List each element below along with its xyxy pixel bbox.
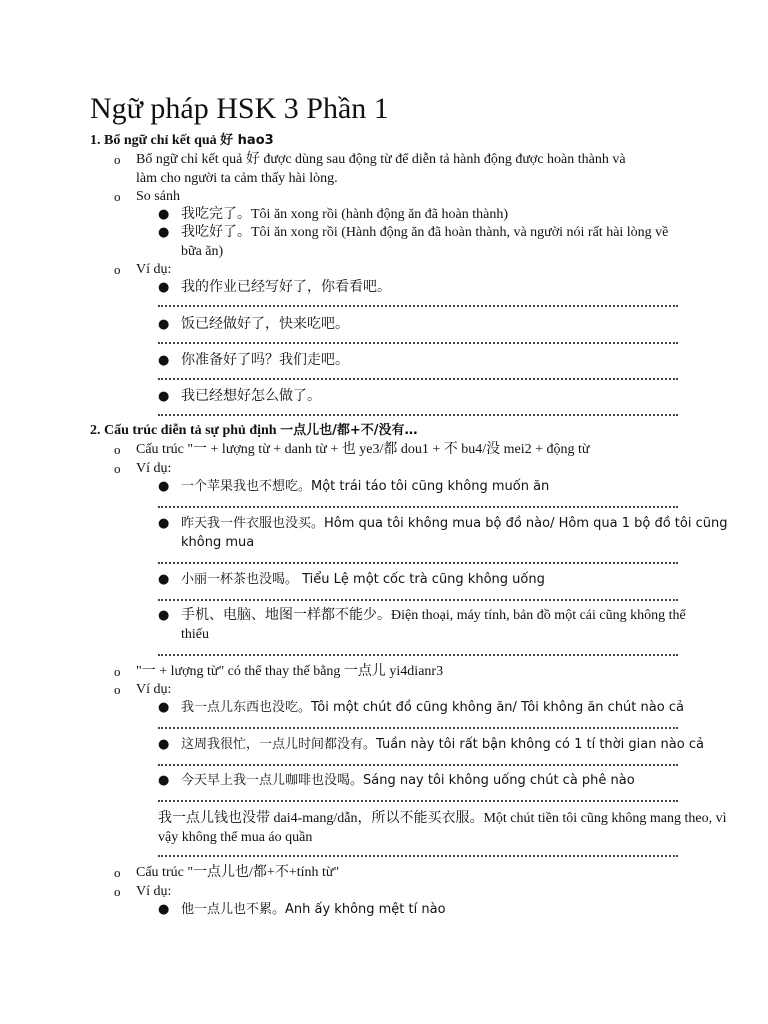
example-sentence-2-line-1: 昨天我一件衣服也没买。Hôm qua tôi không mua bộ đồ nào/ Hôm qua 1 bộ đồ tôi cũng	[181, 516, 728, 531]
compare-label: So sánh	[136, 189, 180, 204]
example-sentence-4: 我已经想好怎么做了。	[181, 389, 321, 404]
sub-marker: o	[114, 189, 121, 204]
answer-line	[158, 305, 678, 307]
section-1-heading	[90, 132, 274, 150]
bullet-dot: ●	[158, 225, 170, 240]
section-1-description-line-2: làm cho người ta cảm thấy hài lòng.	[136, 171, 338, 186]
bullet-dot: ●	[158, 389, 170, 404]
example-sentence-9: 他一点儿也不累。Anh ấy không mệt tí nào	[181, 902, 446, 917]
bullet-dot: ●	[158, 737, 170, 752]
compare-item-2-line-2: bữa ăn)	[181, 244, 224, 259]
bullet-dot: ●	[158, 317, 170, 332]
example-sentence-7: 今天早上我一点儿咖啡也没喝。Sáng nay tôi không uống chút cà phê nào	[181, 773, 635, 788]
section-2-heading-text: 2. Cấu trúc diễn tả sự phủ định	[90, 423, 281, 438]
answer-line	[158, 599, 678, 601]
example-label: Ví dụ:	[136, 682, 172, 697]
bullet-dot: ●	[158, 207, 170, 222]
answer-line	[158, 764, 678, 766]
example-sentence-1: 一个苹果我也不想吃。Một trái táo tôi cũng không muốn ăn	[181, 479, 550, 494]
bullet-dot: ●	[158, 902, 170, 917]
example-sentence-2-line-2: không mua	[181, 535, 255, 550]
example-sentence-1: 我的作业已经写好了，你看看吧。	[181, 280, 391, 295]
answer-line	[158, 855, 678, 857]
sub-marker: o	[114, 262, 121, 277]
example-sentence-8-line-2: vậy không thể mua áo quần	[158, 830, 313, 845]
example-sentence-3: 小丽一杯茶也没喝。 Tiểu Lệ một cốc trà cũng không uống	[181, 572, 545, 587]
bullet-dot: ●	[158, 280, 170, 295]
bullet-dot: ●	[158, 608, 170, 623]
example-label: Ví dụ:	[136, 461, 172, 476]
example-sentence-8-line-1: 我一点儿钱也没带 dai4-mang/dẫn，所以不能买衣服。Một chút tiền tôi cũng không mang theo, vì	[158, 811, 727, 826]
section-2-heading	[90, 422, 417, 440]
sub-marker: o	[114, 865, 121, 880]
answer-line	[158, 378, 678, 380]
example-sentence-6: 这周我很忙，一点儿时间都没有。Tuần này tôi rất bận không có 1 tí thời gian nào cả	[181, 737, 704, 752]
example-sentence-4-line-2: thiếu	[181, 627, 209, 642]
bullet-dot: ●	[158, 572, 170, 587]
example-sentence-4-line-1: 手机、电脑、地图一样都不能少。Điện thoại, máy tính, bản đồ một cái cũng không thể	[181, 608, 686, 623]
example-sentence-2: 饭已经做好了，快来吃吧。	[181, 317, 349, 332]
example-sentence-3: 你准备好了吗？我们走吧。	[181, 353, 349, 368]
answer-line	[158, 654, 678, 656]
example-label: Ví dụ:	[136, 262, 172, 277]
bullet-dot: ●	[158, 353, 170, 368]
replacement-note: "一 + lượng từ" có thể thay thế bằng 一点儿 yi4dianr3	[136, 664, 444, 679]
section-1-description-line-1: Bổ ngữ chỉ kết quả 好 được dùng sau động từ để diễn tả hành động được hoàn thành và	[136, 152, 626, 167]
compare-item-1: 我吃完了。Tôi ăn xong rồi (hành động ăn đã hoàn thành)	[181, 207, 508, 222]
section-1-heading-text: 1. Bổ ngữ chỉ kết quả	[90, 133, 221, 148]
sub-marker: o	[114, 442, 121, 457]
page-title: Ngữ pháp HSK 3 Phần 1	[90, 92, 389, 125]
sub-marker: o	[114, 664, 121, 679]
compare-item-2-line-1: 我吃好了。Tôi ăn xong rồi (Hành động ăn đã hoàn thành, và người nói rất hài lòng về	[181, 225, 669, 240]
sub-marker: o	[114, 682, 121, 697]
answer-line	[158, 727, 678, 729]
section-1-heading-term: 好 hao3	[220, 133, 274, 148]
sub-marker: o	[114, 884, 121, 899]
bullet-dot: ●	[158, 773, 170, 788]
bullet-dot: ●	[158, 479, 170, 494]
section-2-heading-term: 一点儿也/都+不/没有…	[280, 423, 418, 438]
example-sentence-5: 我一点儿东西也没吃。Tôi một chút đồ cũng không ăn/ Tôi không ăn chút nào cả	[181, 700, 684, 715]
bullet-dot: ●	[158, 700, 170, 715]
example-label: Ví dụ:	[136, 884, 172, 899]
answer-line	[158, 342, 678, 344]
bullet-dot: ●	[158, 516, 170, 531]
answer-line	[158, 414, 678, 416]
structure-description: Cấu trúc "一 + lượng từ + danh từ + 也 ye3/都 dou1 + 不 bu4/没 mei2 + động từ	[136, 442, 590, 457]
answer-line	[158, 562, 678, 564]
structure-2-description: Cấu trúc "一点儿也/都+不+tính từ"	[136, 865, 340, 880]
answer-line	[158, 506, 678, 508]
sub-marker: o	[114, 152, 121, 167]
sub-marker: o	[114, 461, 121, 476]
answer-line	[158, 800, 678, 802]
